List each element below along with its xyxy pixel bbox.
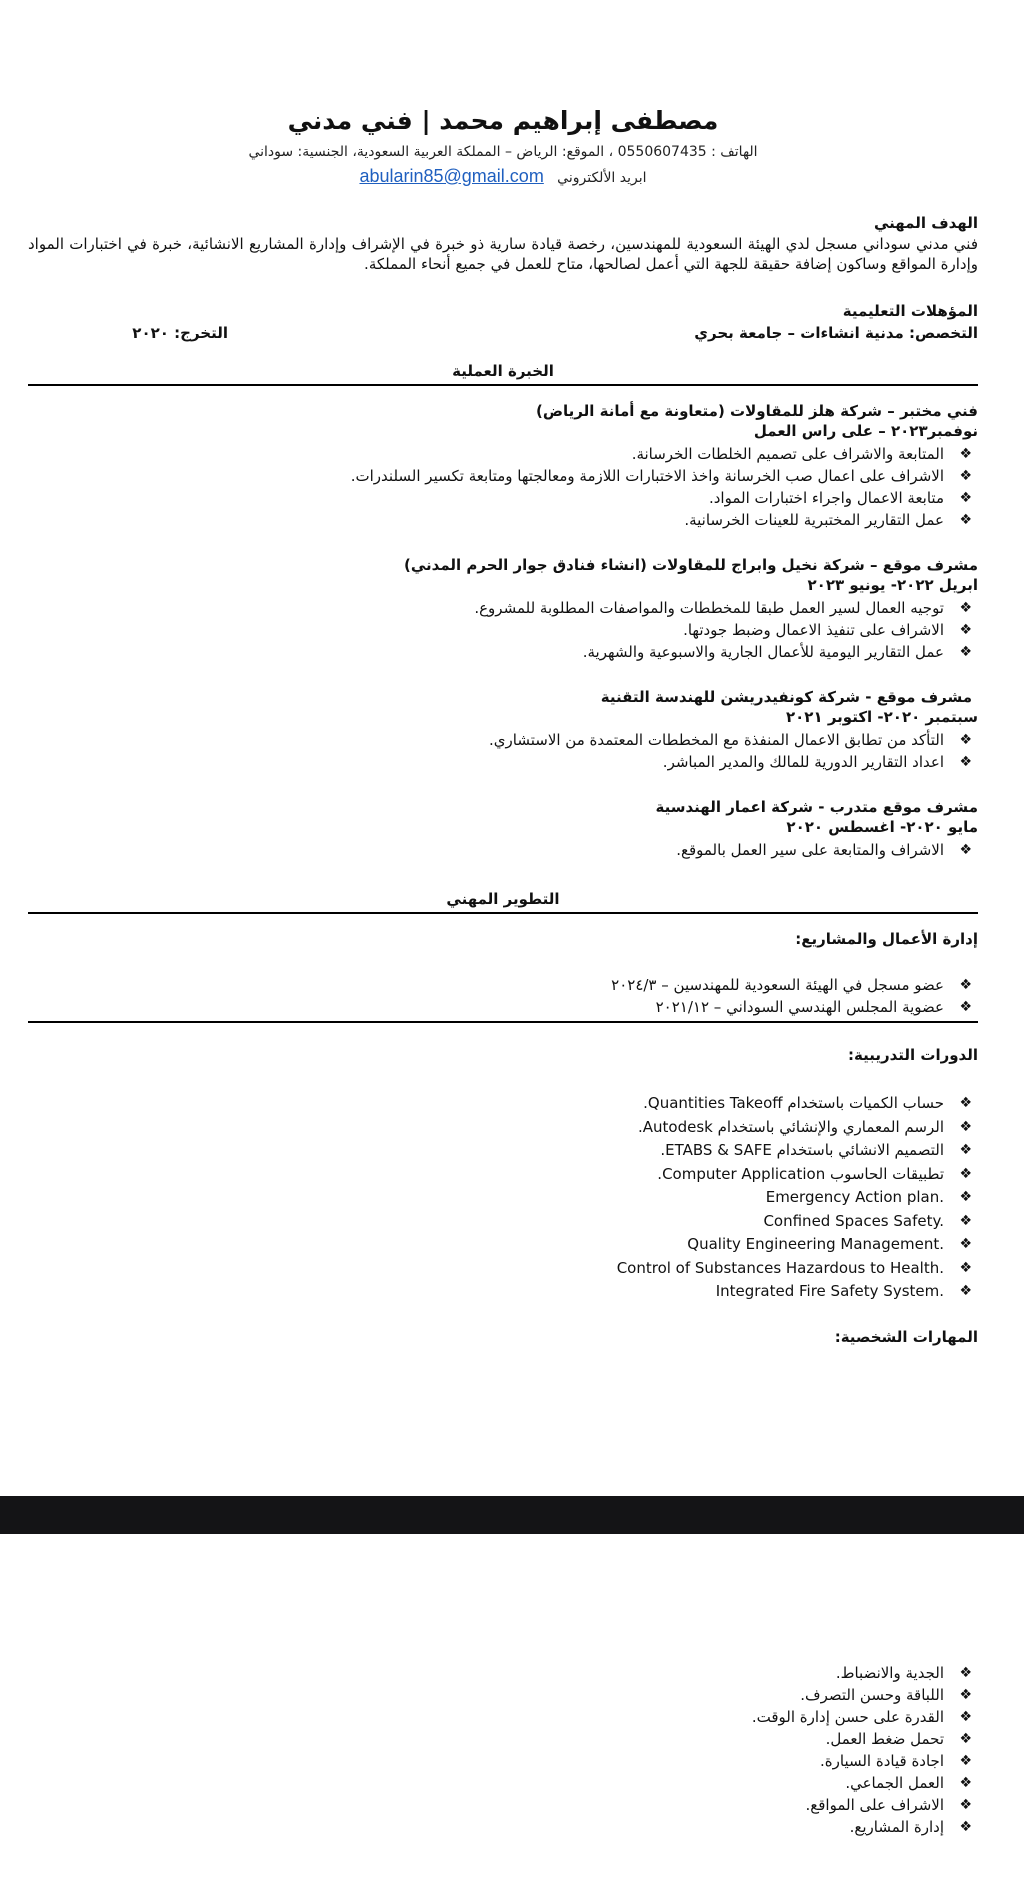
bullet-icon: ❖ — [959, 977, 972, 993]
list-item: ❖ توجيه العمال لسير العمل طبقا للمخططات والمواصفات المطلوبة للمشروع. — [474, 599, 972, 617]
skills-list — [752, 1662, 978, 1838]
bullet-icon: ❖ — [959, 1687, 972, 1703]
job-2-title: مشرف موقع – شركة نخيل وابراج للمقاولات (انشاء فنادق جوار الحرم المدني) — [404, 556, 978, 574]
bullet-icon: ❖ — [959, 1118, 972, 1135]
bullet-icon: ❖ — [959, 1283, 972, 1299]
bullet-icon: ❖ — [959, 1095, 972, 1111]
list-item: ❖ متابعة الاعمال واجراء اختبارات المواد. — [708, 489, 972, 507]
list-item: ❖ اعداد التقارير الدورية للمالك والمدير المباشر. — [662, 753, 972, 771]
bullet-icon: ❖ — [959, 1775, 972, 1791]
list-item: ❖ الجدية والانضباط. — [835, 1664, 972, 1682]
bullet-icon: ❖ — [959, 1797, 972, 1813]
list-item: ❖ Confined Spaces Safety. — [617, 1210, 978, 1234]
list-item: ❖ Quality Engineering Management. — [617, 1233, 978, 1257]
list-item: ❖ تطبيقات الحاسوب Computer Application. — [617, 1163, 978, 1187]
bullet-icon: ❖ — [959, 644, 972, 660]
job-4-duties — [676, 839, 978, 861]
email-label: ابريد الألكتروني — [557, 170, 647, 186]
courses-heading: الدورات التدريبية: — [847, 1046, 978, 1064]
list-item: ❖ عضو مسجل في الهيئة السعودية للمهندسين – ٢٠٢٤/٣ — [611, 976, 972, 994]
contact-line: الهاتف : 0550607435 ، الموقع: الرياض – المملكة العربية السعودية، الجنسية: سوداني — [248, 144, 758, 160]
list-item: ❖ الاشراف على تنفيذ الاعمال وضبط جودتها. — [683, 621, 972, 639]
list-item: ❖ عمل التقارير اليومية للأعمال الجارية والاسبوعية والشهرية. — [582, 643, 972, 661]
education-heading: المؤهلات التعليمية — [842, 302, 978, 320]
bullet-icon: ❖ — [959, 1753, 972, 1769]
job-2-duties — [474, 597, 978, 663]
education-major: التخصص: مدنية انشاءات – جامعة بحري — [694, 324, 978, 342]
bullet-icon: ❖ — [959, 512, 972, 528]
list-item: ❖ القدرة على حسن إدارة الوقت. — [751, 1708, 972, 1726]
bullet-icon: ❖ — [959, 732, 972, 748]
list-item: ❖ الرسم المعماري والإنشائي باستخدام Autodesk. — [617, 1116, 978, 1140]
job-3-title: مشرف موقع - شركة كونفيدريشن للهندسة التقنية — [600, 688, 972, 706]
objective-text: فني مدني سوداني مسجل لدي الهيئة السعودية للمهندسين، رخصة قيادة سارية ذو خبرة في الإشراف وإدارة المشاريع الانشائية، خبرة في اختبارات المواد وإدارة المواقع وساكون إضافة حقيقة للجهة التي أعمل لصالحها، متاح للعمل في جميع أنحاء المملكة. — [28, 235, 978, 273]
list-item: ❖ إدارة المشاريع. — [849, 1818, 972, 1836]
objective-heading: الهدف المهني — [873, 214, 978, 232]
bullet-icon: ❖ — [959, 1165, 972, 1182]
skills-heading: المهارات الشخصية: — [834, 1328, 978, 1346]
job-3-duties — [489, 729, 978, 773]
job-3-period: سبتمبر ٢٠٢٠- اكتوبر ٢٠٢١ — [785, 708, 978, 726]
development-divider — [28, 912, 978, 914]
bullet-icon: ❖ — [959, 1212, 972, 1229]
management-heading: إدارة الأعمال والمشاريع: — [795, 930, 978, 948]
bullet-icon: ❖ — [959, 999, 972, 1015]
bullet-icon: ❖ — [959, 490, 972, 506]
courses-divider — [28, 1021, 978, 1023]
job-2-period: ابريل ٢٠٢٢- يونيو ٢٠٢٣ — [807, 576, 978, 594]
bullet-icon: ❖ — [959, 1142, 972, 1158]
email-line — [28, 166, 978, 187]
bullet-icon: ❖ — [959, 1665, 972, 1681]
development-heading: التطوير المهني — [446, 890, 560, 908]
job-1-duties — [351, 443, 978, 531]
list-item: ❖ الاشراف على اعمال صب الخرسانة واخذ الاختبارات اللازمة ومعالجتها ومتابعة تكسير السلندرات. — [350, 467, 972, 485]
bullet-icon: ❖ — [959, 1189, 972, 1205]
resume-page-2 — [0, 1534, 1024, 1901]
list-item: ❖ الاشراف على المواقع. — [805, 1796, 972, 1814]
page-break-band — [0, 1496, 1024, 1534]
bullet-icon: ❖ — [959, 446, 972, 462]
candidate-name: مصطفى إبراهيم محمد | فني مدني — [287, 106, 719, 135]
list-item: ❖ Integrated Fire Safety System. — [617, 1280, 978, 1304]
bullet-icon: ❖ — [959, 1709, 972, 1725]
experience-divider — [28, 384, 978, 386]
list-item: ❖ الاشراف والمتابعة على سير العمل بالموقع. — [676, 841, 972, 859]
list-item: ❖ حساب الكميات باستخدام Quantities Takeoff. — [617, 1092, 978, 1116]
bullet-icon: ❖ — [959, 622, 972, 638]
education-graduation: التخرج: ٢٠٢٠ — [132, 324, 228, 342]
list-item: ❖ اللباقة وحسن التصرف. — [800, 1686, 972, 1704]
job-1-period: نوفمبر٢٠٢٣ – على راس العمل — [753, 422, 978, 440]
experience-heading: الخبرة العملية — [452, 362, 554, 380]
bullet-icon: ❖ — [959, 842, 972, 858]
list-item: ❖ اجادة قيادة السيارة. — [820, 1752, 972, 1770]
bullet-icon: ❖ — [959, 468, 972, 484]
list-item: ❖ Control of Substances Hazardous to Health. — [617, 1257, 978, 1281]
list-item: ❖ المتابعة والاشراف على تصميم الخلطات الخرسانة. — [631, 445, 972, 463]
email-link[interactable]: abularin85@gmail.com — [359, 166, 544, 186]
list-item: ❖ العمل الجماعي. — [845, 1774, 972, 1792]
courses-list — [617, 1092, 978, 1304]
job-4-period: مايو ٢٠٢٠- اغسطس ٢٠٢٠ — [786, 818, 978, 836]
bullet-icon: ❖ — [959, 600, 972, 616]
job-1-title: فني مختبر – شركة هلز للمقاولات (متعاونة مع أمانة الرياض) — [535, 402, 978, 420]
list-item: ❖ عضوية المجلس الهندسي السوداني – ٢٠٢١/١٢ — [655, 998, 972, 1016]
list-item: ❖ Emergency Action plan. — [617, 1186, 978, 1210]
bullet-icon: ❖ — [959, 1236, 972, 1252]
bullet-icon: ❖ — [959, 1819, 972, 1835]
bullet-icon: ❖ — [959, 754, 972, 770]
list-item: ❖ تحمل ضغط العمل. — [825, 1730, 972, 1748]
memberships-list — [611, 974, 978, 1018]
list-item: ❖ عمل التقارير المختبرية للعينات الخرسانية. — [684, 511, 972, 529]
list-item: ❖ التأكد من تطابق الاعمال المنفذة مع المخططات المعتمدة من الاستشاري. — [489, 731, 972, 749]
job-4-title: مشرف موقع متدرب - شركة اعمار الهندسية — [655, 798, 978, 816]
list-item: ❖ التصميم الانشائي باستخدام ETABS & SAFE. — [617, 1139, 978, 1163]
bullet-icon: ❖ — [959, 1731, 972, 1747]
bullet-icon: ❖ — [959, 1259, 972, 1276]
